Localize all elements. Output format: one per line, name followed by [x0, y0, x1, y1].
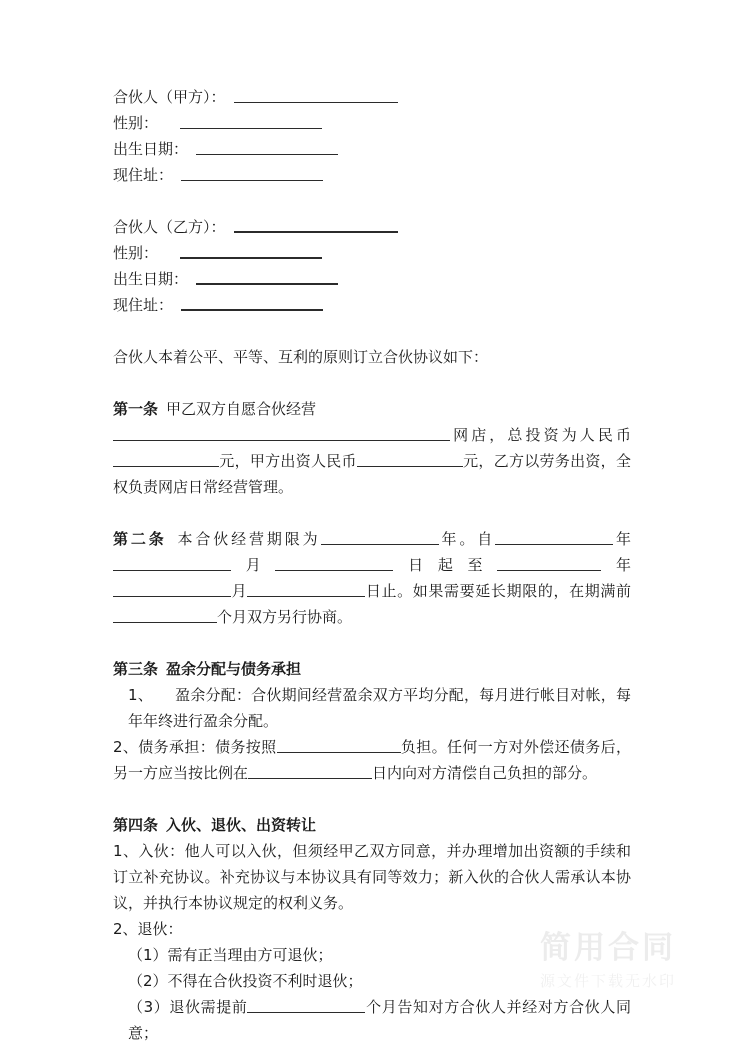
party-b-birth-row [113, 266, 631, 292]
article-3-item-1-text: 盈余分配：合伙期间经营盈余双方平均分配，每月进行帐目对帐，每年年终进行盈余分配。 [128, 686, 631, 730]
article-1-text-3: 元，乙方以劳务出资，全权负责网店日常经营管理。 [113, 452, 631, 496]
party-a-name-label: 合伙人（甲方）： [113, 88, 226, 106]
article-2-block [113, 526, 631, 630]
party-b-address-label: 现住址： [113, 296, 174, 314]
article-1-title: 甲乙双方自愿合伙经营 [166, 400, 317, 418]
article-1-text-1: 网店，总投资为人民币 [450, 426, 631, 444]
article-2-years-blank[interactable] [321, 529, 439, 545]
party-b-birth-label: 出生日期： [113, 270, 189, 288]
article-4-title: 入伙、退伙、出资转让 [166, 816, 317, 834]
article-1-heading [113, 396, 631, 422]
article-4-sub-3-text-a: （3）退伙需提前 [128, 998, 248, 1016]
article-2-end-month-blank[interactable] [113, 581, 231, 597]
article-2-start-year-blank[interactable] [495, 529, 613, 545]
article-3-number: 第三条 [113, 660, 159, 678]
party-b-address-blank[interactable] [181, 294, 323, 311]
article-4-sub-3 [113, 994, 631, 1046]
article-2-t5: 年 [601, 556, 631, 574]
article-4-number: 第四条 [113, 816, 159, 834]
party-b-name-label: 合伙人（乙方）： [113, 218, 226, 236]
party-a-address-label: 现住址： [113, 166, 174, 184]
article-1-number: 第一条 [113, 400, 159, 418]
article-2-end-day-blank[interactable] [247, 581, 365, 597]
article-1-body [113, 422, 631, 500]
article-2-t7: 日止。如果需要延长期限的，在期满前 [365, 582, 631, 600]
article-4-sub-2: （2）不得在合伙投资不利时退伙； [128, 972, 363, 990]
article-1-text-2: 元，甲方出资人民币 [219, 452, 357, 470]
article-4-item-2-label: 2、退伙： [113, 920, 183, 938]
article-3-item-2-text-c: 日内向对方清偿自己负担的部分。 [372, 764, 598, 782]
party-b-gender-blank[interactable] [180, 242, 322, 259]
article-3-item-2-text-a: 2、债务承担：债务按照 [113, 738, 277, 756]
article-2-number: 第二条 [113, 530, 167, 548]
party-a-birth-blank[interactable] [196, 139, 338, 155]
article-1-total-blank[interactable] [113, 451, 219, 467]
spacer [113, 500, 631, 526]
watermark-brand: 简用合同 [540, 930, 676, 966]
party-a-address-blank[interactable] [181, 165, 323, 181]
article-2-t1: 年。自 [438, 530, 496, 548]
article-2-start-day-blank[interactable] [275, 555, 393, 571]
article-3-title: 盈余分配与债务承担 [166, 660, 302, 678]
article-2-t6: 月 [231, 582, 248, 600]
article-2-title: 本合伙经营期限为 [174, 530, 321, 548]
article-2-notice-blank[interactable] [113, 607, 217, 623]
article-4-sub-3-text-b: 个月告知对方合伙人并经对方合伙人同意； [128, 998, 631, 1042]
article-3-heading [113, 656, 631, 682]
party-b-gender-label: 性别： [113, 244, 159, 262]
article-4-notice-months-blank[interactable] [247, 997, 365, 1013]
article-3-item-1-marker: 1、 [128, 686, 153, 704]
party-a-address-row [113, 162, 631, 188]
spacer [113, 188, 631, 214]
party-b-birth-blank[interactable] [196, 268, 338, 285]
party-b-name-blank[interactable] [234, 216, 398, 233]
watermark-tagline: 源文件下载无水印 [539, 972, 676, 990]
article-4-heading [113, 812, 631, 838]
document-content [113, 84, 631, 1046]
article-2-t2: 年 [613, 530, 631, 548]
article-2-t4: 日起至 [393, 556, 498, 574]
article-2-start-month-blank[interactable] [113, 555, 231, 571]
spacer [113, 318, 631, 344]
spacer [113, 630, 631, 656]
article-3-debt-ratio-blank[interactable] [277, 737, 401, 753]
article-1-store-blank[interactable] [113, 425, 450, 441]
party-a-birth-label: 出生日期： [113, 140, 189, 158]
spacer [113, 786, 631, 812]
article-2-t8: 个月双方另行协商。 [217, 608, 353, 626]
article-1-partya-blank[interactable] [357, 451, 463, 467]
article-3-repay-days-blank[interactable] [248, 763, 372, 779]
article-2-end-year-blank[interactable] [497, 555, 601, 571]
party-a-birth-row [113, 136, 631, 162]
party-a-gender-row [113, 110, 631, 136]
party-a-gender-label: 性别： [113, 114, 159, 132]
spacer [113, 370, 631, 396]
article-3-item-1 [113, 682, 631, 734]
article-3-item-2-text-b: 负担。任何一方对外偿还债务后，另一方应当按比例在 [113, 738, 631, 782]
party-b-address-row [113, 292, 631, 318]
preamble-paragraph: 合伙人本着公平、平等、互利的原则订立合伙协议如下： [113, 348, 489, 366]
article-4-sub-1: （1）需有正当理由方可退伙； [128, 946, 333, 964]
article-3-item-2 [113, 734, 631, 786]
party-b-gender-row [113, 240, 631, 266]
article-4-item-1: 1、入伙：他人可以入伙，但须经甲乙双方同意，并办理增加出资额的手续和订立补充协议。补充协议与本协议具有同等效力；新入伙的合伙人需承认本协议，并执行本协议规定的权利义务。 [113, 842, 631, 912]
article-2-t3: 月 [231, 556, 276, 574]
party-b-name-row [113, 214, 631, 240]
party-a-name-blank[interactable] [234, 87, 398, 103]
party-a-gender-blank[interactable] [180, 113, 322, 129]
party-a-name-row [113, 84, 631, 110]
